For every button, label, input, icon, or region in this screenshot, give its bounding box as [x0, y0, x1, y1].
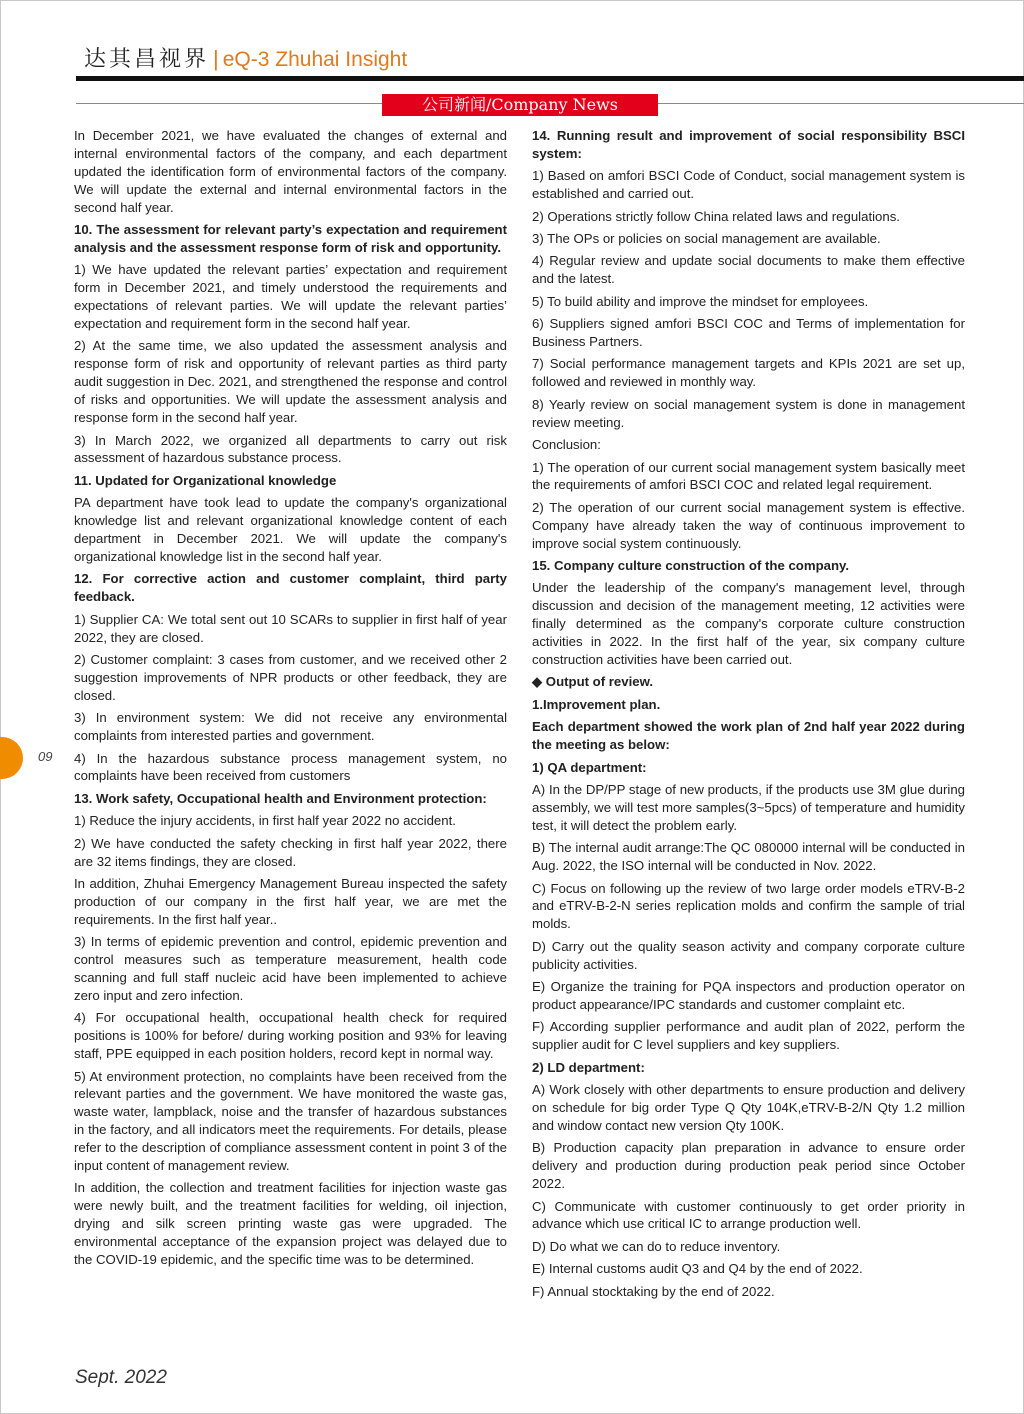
section-heading: 15. Company culture construction of the company.: [532, 558, 850, 574]
section-heading: 12. For corrective action and customer complaint, third party feedback.: [74, 571, 507, 605]
paragraph: F) Annual stocktaking by the end of 2022.: [532, 1283, 775, 1299]
left-column: [74, 127, 507, 1273]
paragraph: In addition, the collection and treatment facilities for injection waste gas were newly built, and the treatment facilities for welding, oil injection, drying and silk screen printing waste gas were upgraded. The environmental acceptance of the expansion project was delayed due to the COVID-19 epidemic, and the specific time was to be determined.: [74, 1180, 507, 1268]
paragraph: In December 2021, we have evaluated the changes of external and internal environmental factors of the company, and each department updated the identification form of environmental factors of the company. We will update the external and internal environmental factors in the second half year.: [74, 128, 507, 215]
paragraph: Under the leadership of the company's management level, through discussion and decision of the management meeting, 12 activities were finally determined as the company's corporate culture construction activities in 2022. In the first half of the year, six company culture construction activities have been carried out.: [532, 580, 965, 668]
paragraph: Conclusion:: [532, 437, 601, 453]
section-heading: 14. Running result and improvement of social responsibility BSCI system:: [532, 128, 965, 161]
section-heading: 1.Improvement plan.: [532, 696, 661, 712]
paragraph: 2) Customer complaint: 3 cases from customer, and we received other 2 suggestion improvements of NPR products or other feedback, they are closed.: [74, 651, 507, 703]
paragraph: 4) Regular review and update social documents to make them effective and the latest.: [532, 253, 965, 287]
brand-english-name: eQ-3 Zhuhai Insight: [222, 48, 408, 71]
paragraph: A) In the DP/PP stage of new products, if the products use 3M glue during assembly, we will test more samples(3~5pcs) of temperature and humidity test, it will detect the problem early.: [532, 782, 965, 833]
paragraph: 1) Reduce the injury accidents, in first half year 2022 no accident.: [74, 813, 456, 829]
paragraph: 2) The operation of our current social management system is effective. Company have already taken the way of continuous improvement to improve social system continuously.: [532, 499, 965, 551]
section-heading: 10. The assessment for relevant party’s expectation and requirement analysis and the assessment response form of risk and opportunity.: [74, 222, 507, 255]
paragraph: 2) Operations strictly follow China related laws and regulations.: [532, 208, 900, 224]
paragraph: C) Communicate with customer continuously to get order priority in advance which use critical IC to arrange production well.: [532, 1198, 965, 1232]
section-heading: 11. Updated for Organizational knowledge: [74, 472, 337, 488]
paragraph: 1) Based on amfori BSCI Code of Conduct, social management system is established and carried out.: [532, 168, 965, 202]
paragraph: B) The internal audit arrange:The QC 080000 internal will be conducted in Aug. 2022, the ISO internal will be conducted in Nov. 2022.: [532, 840, 965, 874]
paragraph: 1) The operation of our current social management system basically meet the requirements of amfori BSCI COC and related legal requirement.: [532, 459, 965, 493]
paragraph: 4) For occupational health, occupational health check for required positions is 100% for before/ during working position and 93% for leaving staff, PPE equipped in each position holders, record kept in normal way.: [74, 1010, 507, 1062]
paragraph: 3) The OPs or policies on social management are available.: [532, 231, 881, 247]
paragraph: D) Do what we can do to reduce inventory.: [532, 1238, 781, 1254]
section-heading: ◆ Output of review.: [532, 674, 654, 690]
paragraph: 2) At the same time, we also updated the assessment analysis and response form of risk and opportunity of relevant parties as third party audit suggestion in Dec. 2021, and strengthened the response and control of risks and opportunities. We will update the assessment analysis and response form in the second half year.: [74, 338, 507, 426]
paragraph: 5) To build ability and improve the mindset for employees.: [532, 293, 869, 309]
page-number: 09: [38, 749, 53, 764]
paragraph: D) Carry out the quality season activity and company corporate culture publicity activities.: [532, 938, 965, 972]
paragraph: 6) Suppliers signed amfori BSCI COC and Terms of implementation for Business Partners.: [532, 316, 965, 350]
paragraph: E) Internal customs audit Q3 and Q4 by the end of 2022.: [532, 1261, 863, 1277]
paragraph: 3) In March 2022, we organized all departments to carry out risk assessment of hazardous substance process.: [74, 432, 507, 466]
section-heading: 2) LD department:: [532, 1059, 645, 1075]
paragraph: 2) We have conducted the safety checking in first half year 2022, there are 32 items findings, they are closed.: [74, 835, 507, 869]
paragraph: In addition, Zhuhai Emergency Management Bureau inspected the safety production of our company in the first half year, we are met the requirements. In the first half year..: [74, 875, 507, 927]
paragraph: 5) At environment protection, no complaints have been received from the relevant parties and the government. We have monitored the waste gas, waste water, lampblack, noise and the transfer of hazardous substances in the factory, and all indicators meet the requirements. For details, please refer to the description of compliance assessment content in point 3 of the input content of management review.: [74, 1068, 507, 1174]
brand-separator: |: [213, 46, 219, 71]
paragraph: F) According supplier performance and audit plan of 2022, perform the supplier audit for C level suppliers and key suppliers.: [532, 1019, 965, 1053]
paragraph: PA department have took lead to update the company's organizational knowledge list and relevant organizational knowledge content of each department in December 2021. We will update the company's organizational knowledge list in the second half year.: [74, 495, 507, 564]
paragraph: 4) In the hazardous substance process management system, no complaints have been received from customers: [74, 750, 507, 784]
paragraph: 1) We have updated the relevant parties’ expectation and requirement form in December 2021, and timely understood the requirements and expectations of relevant parties. We will update the relevant parties’ expectation and requirement form in the second half year.: [74, 262, 507, 332]
brand-chinese-name: 达其昌视界: [84, 47, 210, 72]
section-heading: 13. Work safety, Occupational health and Environment protection:: [74, 790, 487, 806]
section-title: 公司新闻/Company News: [382, 94, 658, 116]
paragraph: 7) Social performance management targets and KPIs 2021 are set up, followed and reviewed in monthly way.: [532, 356, 965, 390]
paragraph: C) Focus on following up the review of two large order models eTRV-B-2 and eTRV-B-2-N series replication molds and confirm the sample of trial molds.: [532, 880, 965, 932]
right-column: [532, 127, 965, 1305]
paragraph: E) Organize the training for PQA inspectors and production operator on product appearance/IPC standards and customer complaint etc.: [532, 979, 965, 1012]
paragraph: 3) In terms of epidemic prevention and control, epidemic prevention and control measures such as temperature measurement, health code scanning and full staff nucleic acid have been implemented to achieve zero input and zero infection.: [74, 934, 507, 1003]
header-bar: [76, 76, 1024, 81]
brand-header: [84, 44, 407, 75]
paragraph: 1) Supplier CA: We total sent out 10 SCARs to supplier in first half of year 2022, they are closed.: [74, 611, 507, 645]
section-heading: Each department showed the work plan of 2nd half year 2022 during the meeting as below:: [532, 719, 965, 753]
paragraph: A) Work closely with other departments to ensure production and delivery on schedule for big order Type Q Qty 104K,eTRV-B-2/N Qty 1.2 million and window contact new version Qty 100K.: [532, 1082, 965, 1133]
paragraph: 3) In environment system: We did not receive any environmental complaints from interested parties and government.: [74, 710, 507, 744]
issue-date: Sept. 2022: [75, 1367, 167, 1388]
section-heading: 1) QA department:: [532, 759, 647, 775]
paragraph: 8) Yearly review on social management system is done in management review meeting.: [532, 396, 965, 430]
paragraph: B) Production capacity plan preparation in advance to ensure order delivery and production during production peak period since October 2022.: [532, 1140, 965, 1192]
